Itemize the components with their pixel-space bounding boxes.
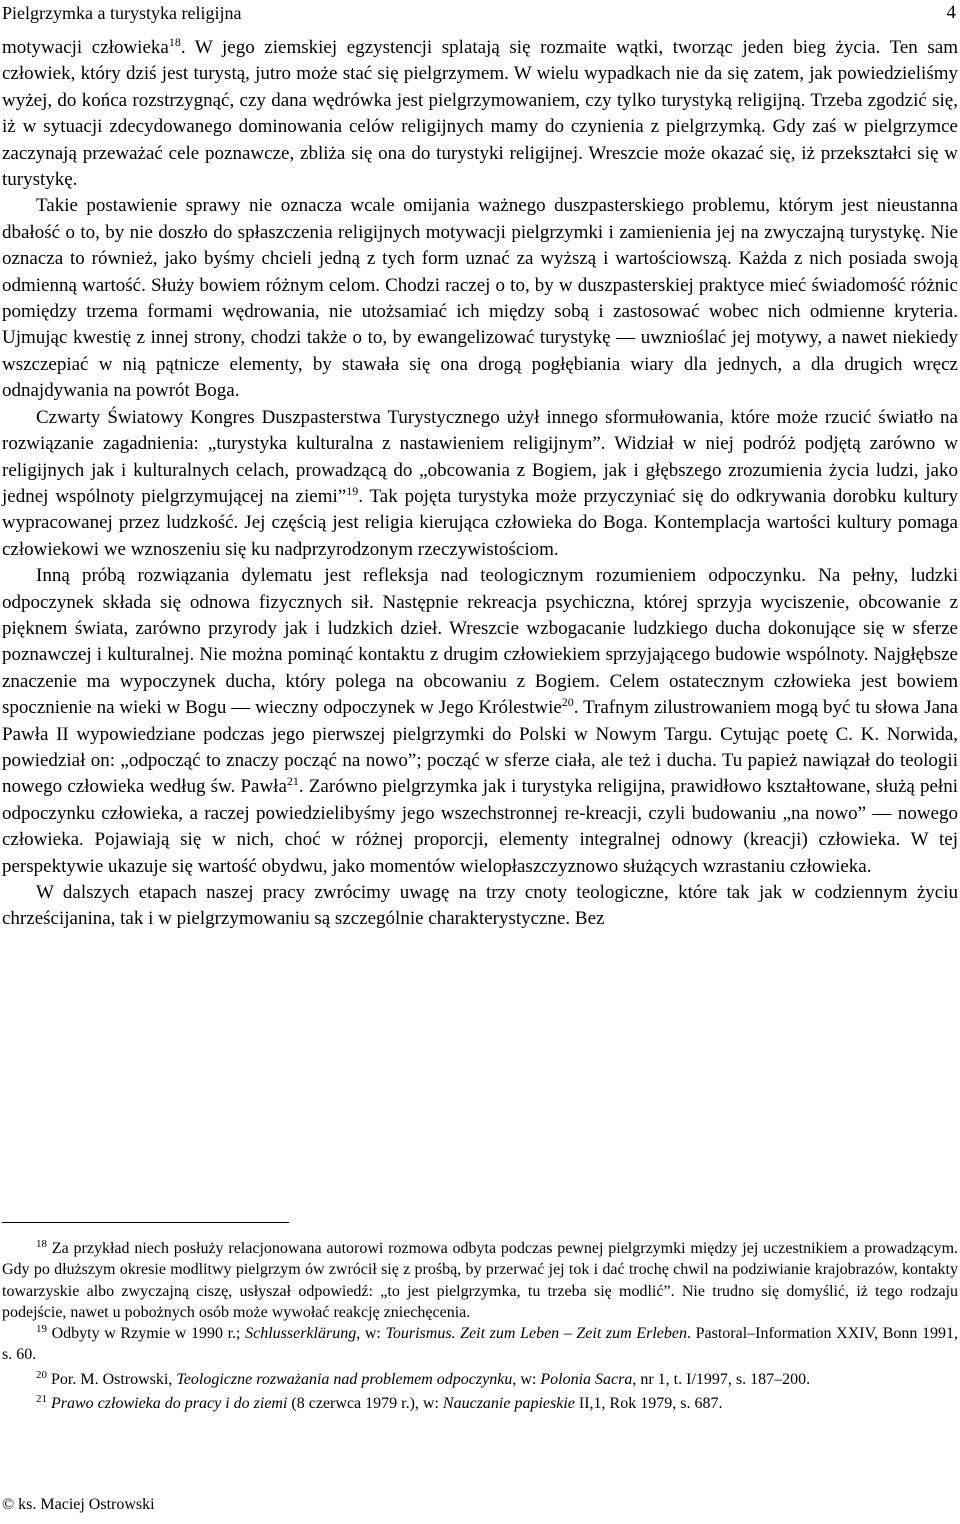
footnote-text: Za przykład niech posłuży relacjonowana autorowi rozmowa odbyta podczas pewnej pielgrzymki między jej uczestnikiem a prowadzącym. Gdy po dłuższym okresie modlitwy pielgrzym ów zwrócił się z prośbą, by przerwać jej tok i dać trochę chwil na podziwianie krajobrazów, kontakty towarzyskie albo zwyczajną ciszę, usłyszał odpowiedź: „to jest pielgrzymka, tu trzeba się modlić”. Nie trudno się domyślić, iż tego rodzaju podejście, nawet u pobożnych osób może wywołać reakcję zniechęcenia. [2,1240,959,1321]
footnote-21 [2,1393,958,1414]
footnote-title: Teologiczne rozważania nad problemem odpoczynku [176,1370,513,1388]
footnote-title: Nauczanie papieskie [442,1395,575,1413]
footnote-text: II,1, Rok 1979, s. 687. [574,1395,723,1413]
paragraph-text: . W jego ziemskiej egzystencji splatają się rozmaite wątki, tworząc jeden bieg życia. Ten sam człowiek, który dziś jest turystą, jutro może stać się pielgrzymem. W wielu wypadkach nie da się zatem, jak powiedzieliśmy wyżej, do końca rozstrzygnąć, czy dana wędrówka jest pielgrzymowaniem, czy tylko turystyką religijną. Trzeba zgodzić się, iż w sytuacji zdecydowanego dominowania celów religijnych mamy do czynienia z pielgrzymką. Gdy zaś w pielgrzymce zaczynają przeważać cele poznawcze, zbliża się ona do turystyki religijnej. Wreszcie może okazać się, iż przekształci się w turystykę. [2,37,958,191]
running-title: Pielgrzymka a turystyka religijna [2,3,242,23]
footnote-text: , w: [512,1370,541,1388]
footnote-text: Por. M. Ostrowski, [51,1370,177,1388]
footnote-title: Polonia Sacra [540,1370,633,1388]
footnote-19 [2,1323,958,1366]
footnote-number: 18 [36,1238,47,1250]
footnote-number: 21 [36,1393,47,1406]
footnote-ref-21[interactable]: 21 [286,774,299,789]
page-number: 4 [946,2,956,23]
footnote-text: Odbyty w Rzymie w 1990 r.; [51,1325,246,1343]
footnote-title: Schlusserklärung [245,1325,357,1343]
footnote-ref-20[interactable]: 20 [561,695,574,710]
paragraph: Takie postawienie sprawy nie oznacza wcale omijania ważnego duszpasterskiego problemu, którym jest nieustanna dbałość o to, by nie doszło do spłaszczenia religijnych motywacji pielgrzymki i zamienienia jej na zwyczajną turystykę. Nie oznacza to również, jako byśmy chcieli jedną z tych form uznać za wyższą i wartościowszą. Każda z nich posiada swoją odmienną wartość. Służy bowiem różnym celom. Chodzi raczej o to, by w duszpasterskiej praktyce mieć świadomość różnic pomiędzy trzema formami wędrowania, nie utożsamiać ich między sobą i zastosować wobec nich odmienne kryteria. Ujmując kwestię z innej strony, chodzi także o to, by ewangelizować turystykę — uwznioślać jej motywy, a nawet niekiedy wszczepiać w nią pątnicze elementy, by stawała się ona drogą pogłębiania wiary dla jednych, a dla drugich wręcz odnajdywania na powrót Boga. [2,195,958,402]
paragraph-text: . Trafnym zilustrowaniem mogą być tu słowa Jana Pawła II wypowiedziane podczas jego pierwszej pielgrzymki do Polski w Nowym Targu. Cytując poetę C. K. Norwida, powiedział on: „odpocząć to znaczy począć na nowo”; począć w sferze ciała, ale też i ducha. Tu papież nawiązał do teologii nowego człowieka według św. Pawła [2,697,958,798]
footnote-text: , nr 1, t. I/1997, s. 187–200. [632,1370,811,1388]
footnote-title: Tourismus. Zeit zum Leben – Zeit zum Erleben [385,1325,687,1343]
footnote-18 [2,1238,958,1323]
paragraph [2,563,958,880]
footnote-separator [2,1222,289,1223]
paragraph [2,405,958,563]
footnote-ref-18[interactable]: 18 [168,35,181,49]
paragraph-text: motywacji człowieka [2,37,169,58]
footnote-number: 20 [36,1368,47,1381]
paragraph-text: . Zarówno pielgrzymka jak i turystyka religijna, prawidłowo kształtowane, służą pełni odpoczynku człowieka, a raczej powiedzielibyśmy jego wszechstronnej re-kreacji, czyli budowaniu „na nowo” — nowego człowieka. Pojawiają się w nich, choć w różnej proporcji, elementy integralnej odnowy (kreacji) człowieka. W tej perspektywie ukazuje się wartość obydwu, jako momentów wielopłaszczyznowo służących wzrastaniu człowieka. [2,776,958,877]
paragraph [2,35,958,193]
copyright-text: © ks. Maciej Ostrowski [2,1496,155,1513]
footnote-text: . Pastoral–Information XXIV, Bonn 1991, s. 60. [2,1325,959,1364]
footnote-ref-19[interactable]: 19 [346,483,359,498]
footnote-20 [2,1369,958,1390]
page-footer [2,1496,155,1514]
footnote-text: , w: [356,1325,386,1343]
body-text [2,35,958,933]
footnote-number: 19 [36,1323,47,1336]
footnote-text: (8 czerwca 1979 r.), w: [287,1395,443,1413]
paragraph: W dalszych etapach naszej pracy zwrócimy uwagę na trzy cnoty teologiczne, które tak jak w codziennym życiu chrześcijanina, tak i w pielgrzymowaniu są szczególnie charakterystyczne. Bez [2,882,958,930]
paragraph-text: . Tak pojęta turystyka może przyczyniać się do odkrywania dorobku kultury wypracowanej przez ludzkość. Jej częścią jest religia kierująca człowieka do Boga. Kontemplacja wartości kultury pomaga człowiekowi we wznoszeniu się ku nadprzyrodzonym rzeczywistościom. [2,485,958,560]
running-header [2,2,958,26]
footnote-title: Prawo człowieka do pracy i do ziemi [51,1395,288,1413]
footnotes [2,1238,958,1417]
paragraph-text: Inną próbą rozwiązania dylematu jest refleksja nad teologicznym rozumieniem odpoczynku. Na pełny, ludzki odpoczynek składa się odnowa fizycznych sił. Następnie rekreacja psychiczna, której sprzyja wyciszenie, obcowanie z pięknem świata, zarówno przyrody jak i ludzkich dzieł. Wreszcie wzbogacanie ludzkiego ducha dokonujące się w sferze poznawczej i kulturalnej. Nie można pominąć kontaktu z drugim człowiekiem sprzyjającego budowie wspólnoty. Najgłębsze znaczenie ma wypoczynek ducha, który polega na obcowaniu z Bogiem. Celem ostatecznym człowieka jest bowiem spocznienie na wieki w Bogu — wieczny odpoczynek w Jego Królestwie [2,565,958,719]
paragraph-text: Czwarty Światowy Kongres Duszpasterstwa Turystycznego użył innego sformułowania, które może rzucić światło na rozwiązanie zagadnienia: „turystyka kulturalna z nastawieniem religijnym”. Widział w niej podróż podjętą zarówno w religijnych jak i kulturalnych celach, prowadzącą do „obcowania z Bogiem, jak i głębszego zrozumienia życia ludzi, jako jednej wspólnoty pielgrzymującej na ziemi” [2,406,958,507]
